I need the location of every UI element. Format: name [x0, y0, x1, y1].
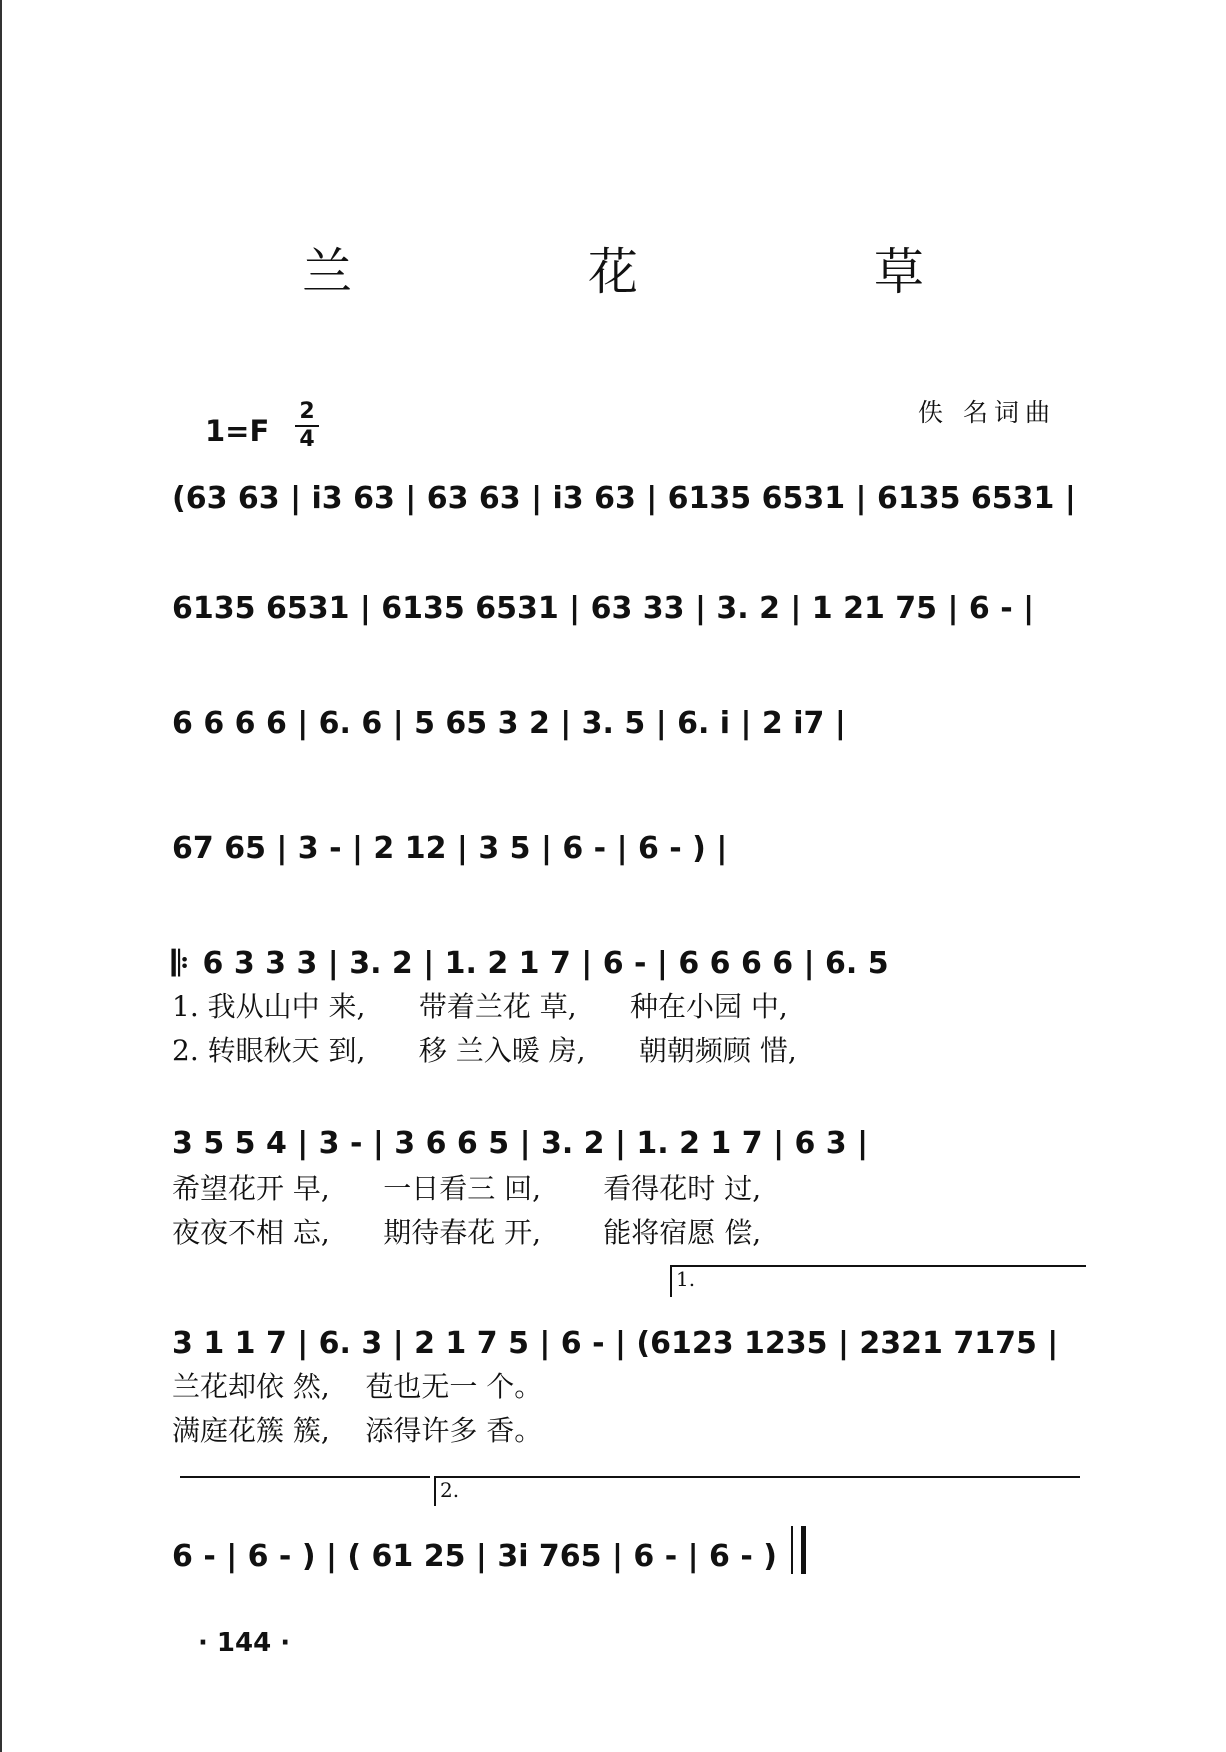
- music-line-5-wrap: [172, 915, 1082, 984]
- lyric-verse2-line3: 满庭花簇 簇, 添得许多 香。: [172, 1414, 543, 1447]
- music-line-5: 6 3 3 3 | 3. 2 | 1. 2 1 7 | 6 - | 6 6 6 6 | 6. 5: [202, 946, 889, 981]
- lyric-verse1-line1: 1. 我从山中 来, 带着兰花 草, 种在小园 中,: [172, 990, 788, 1023]
- page-number: · 144 ·: [198, 1628, 291, 1658]
- music-line-4: 67 65 | 3 - | 2 12 | 3 5 | 6 - | 6 - ) |: [172, 831, 728, 866]
- music-line-1: (63 63 | i3 63 | 63 63 | i3 63 | 6135 6531 | 6135 6531 |: [172, 481, 1076, 516]
- music-line-6: 3 5 5 4 | 3 - | 3 6 6 5 | 3. 2 | 1. 2 1 7 | 6 3 |: [172, 1126, 869, 1161]
- key-signature: 1=F: [205, 414, 270, 448]
- music-line-3: 6 6 6 6 | 6. 6 | 5 65 3 2 | 3. 5 | 6. i | 2 i7 |: [172, 706, 846, 741]
- composer-credit: 佚 名词曲: [918, 398, 1056, 427]
- lyric-verse2-line2: 夜夜不相 忘, 期待春花 开, 能将宿愿 偿,: [172, 1216, 762, 1249]
- lyric-verse1-line2: 希望花开 早, 一日看三 回, 看得花时 过,: [172, 1172, 762, 1205]
- final-barline: [791, 1526, 806, 1574]
- music-line-8: 6 - | 6 - ) | ( 61 25 | 3i 765 | 6 - | 6 - ): [172, 1539, 777, 1574]
- music-line-7: 3 1 1 7 | 6. 3 | 2 1 7 5 | 6 - | (6123 1235 | 2321 7175 |: [172, 1326, 1059, 1361]
- lyric-verse2-line1: 2. 转眼秋天 到, 移 兰入暖 房, 朝朝频顾 惜,: [172, 1034, 797, 1067]
- lyric-verse1-line3: 兰花却依 然, 苞也无一 个。: [172, 1370, 543, 1403]
- time-signature-bottom: 4: [299, 427, 315, 452]
- volta-second-ending: 2.: [434, 1476, 1080, 1506]
- time-signature: [295, 400, 319, 452]
- music-line-8-wrap: [172, 1508, 1082, 1574]
- song-title: 兰 花 草: [302, 243, 1034, 301]
- music-line-2: 6135 6531 | 6135 6531 | 63 33 | 3. 2 | 1 21 75 | 6 - |: [172, 591, 1035, 626]
- volta-first-ending-continuation: [180, 1476, 430, 1478]
- volta-first-ending: 1.: [670, 1265, 1086, 1297]
- time-signature-top: 2: [299, 399, 315, 424]
- repeat-start-sign: 𝄆: [172, 944, 189, 984]
